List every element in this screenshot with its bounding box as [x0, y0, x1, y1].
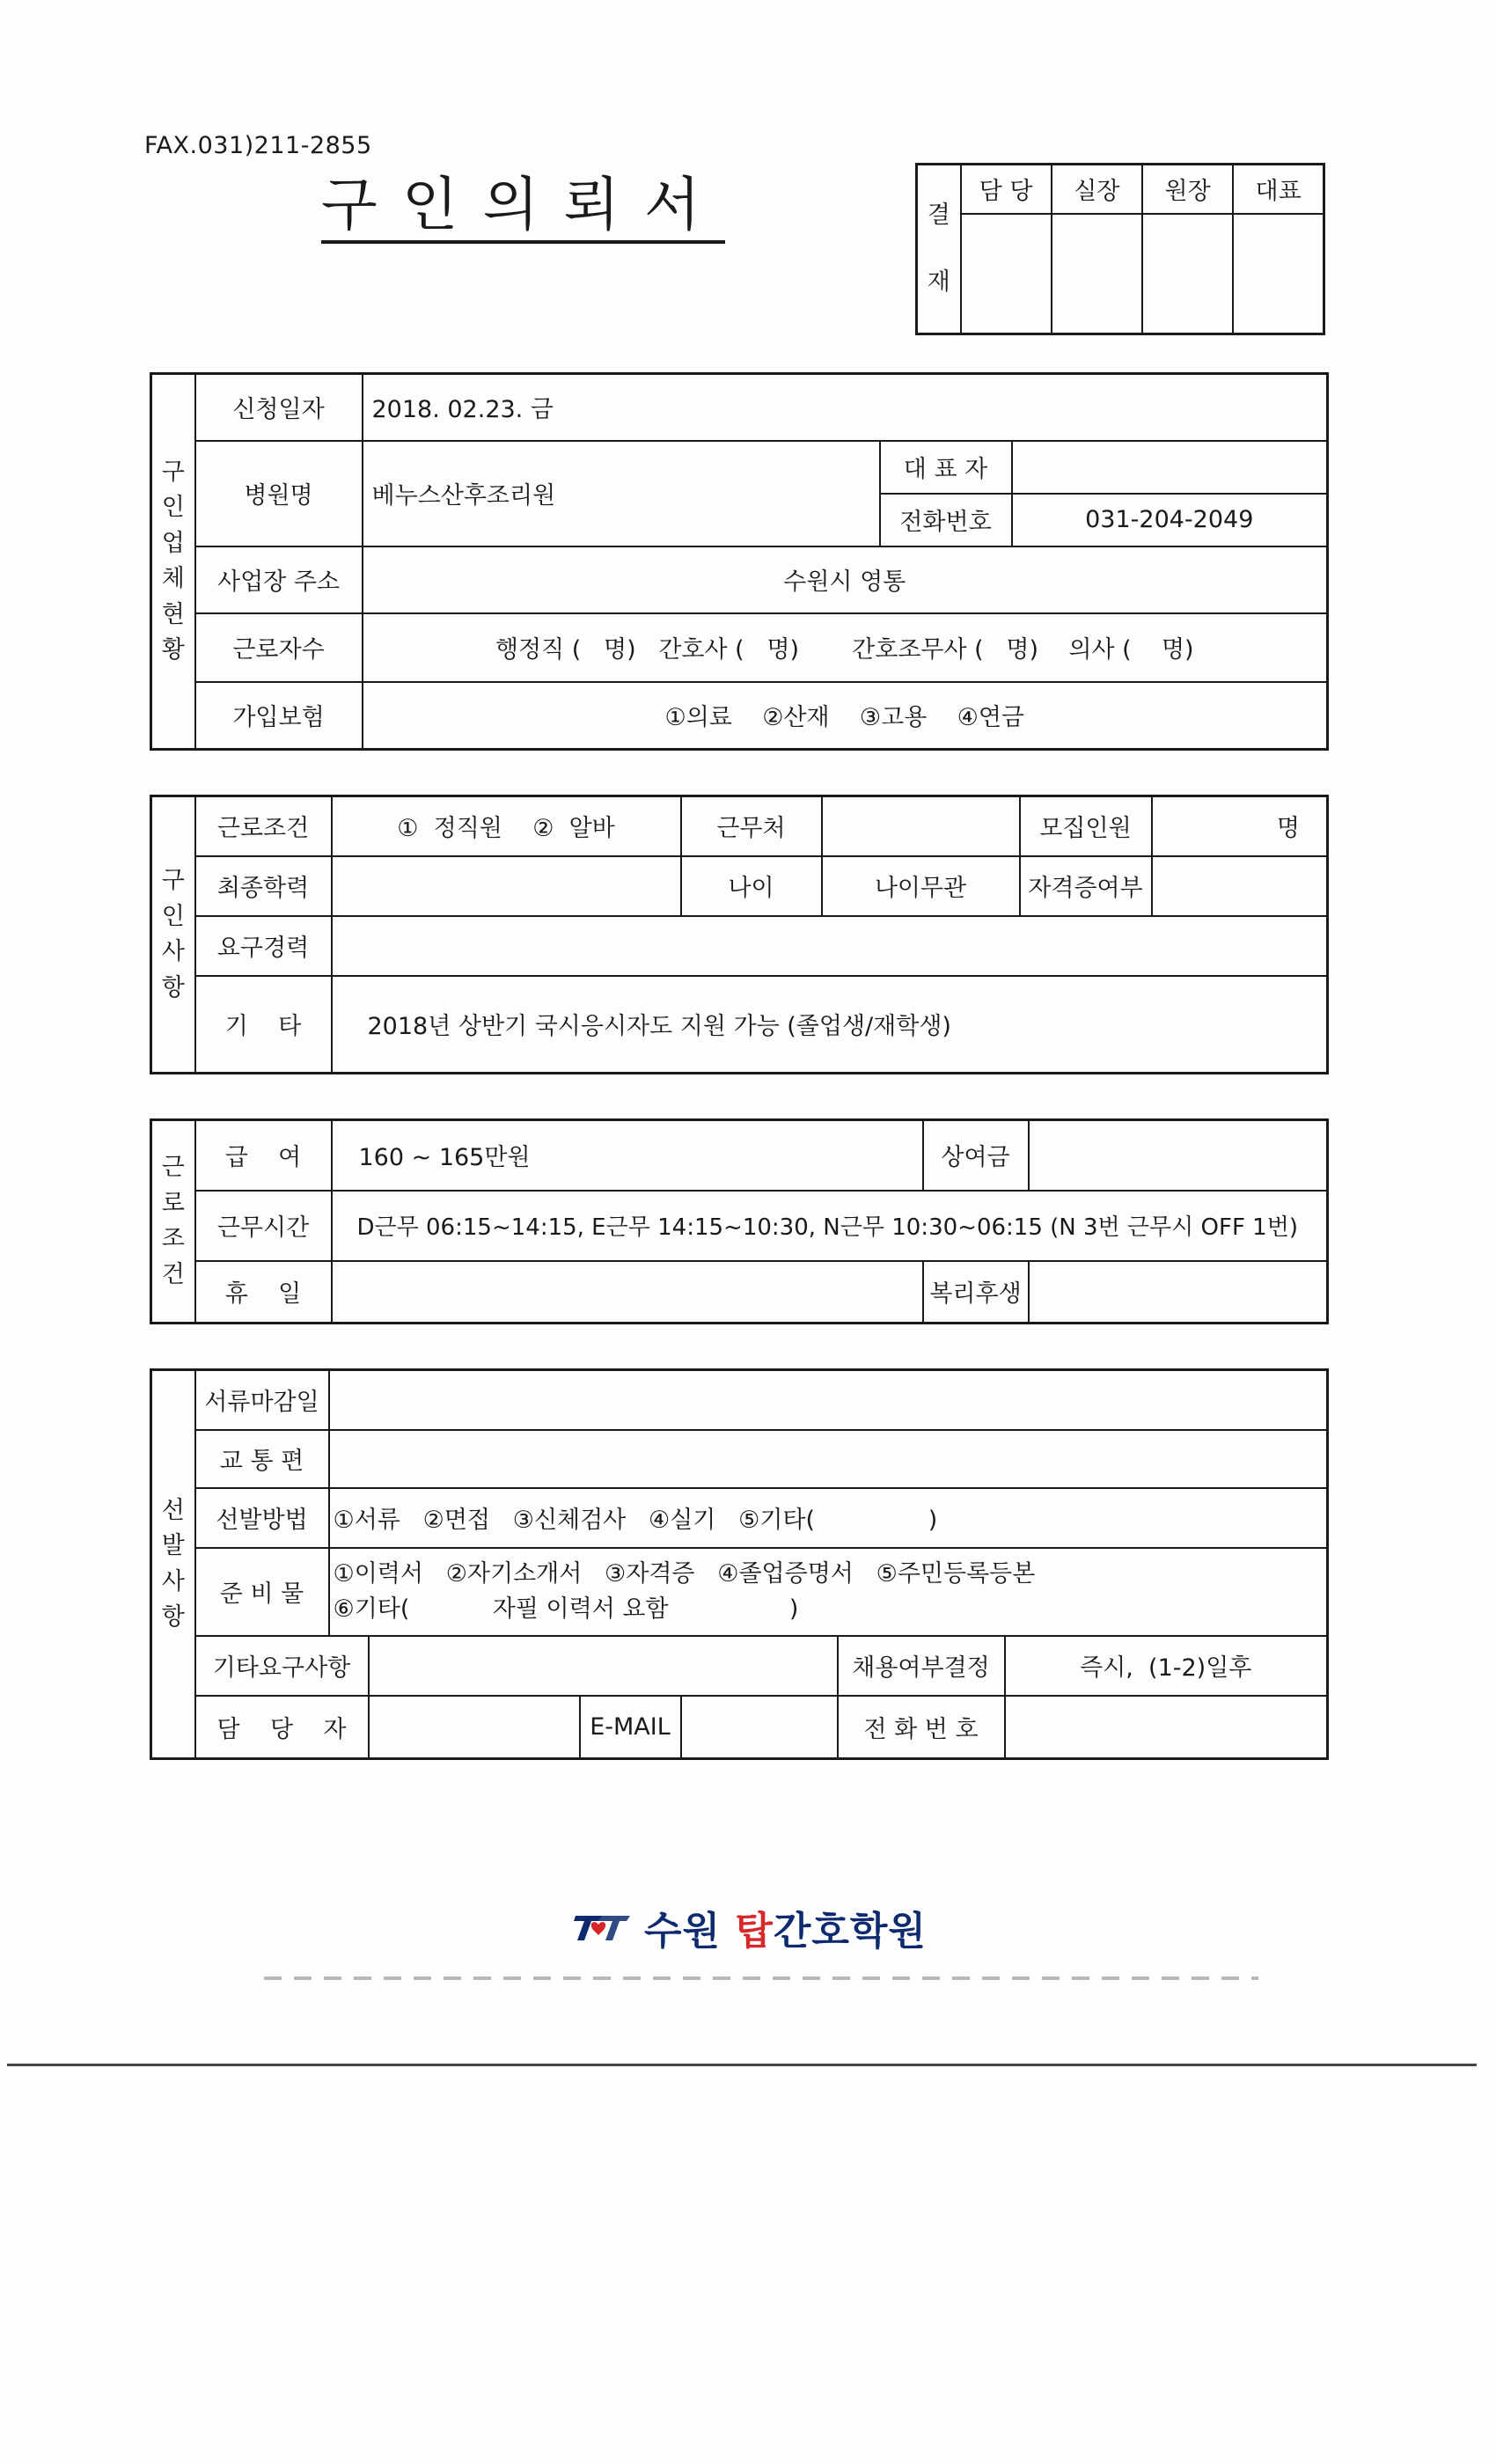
bonus-value[interactable]	[1029, 1120, 1328, 1191]
hospital-label: 병원명	[195, 441, 363, 546]
workers-value[interactable]: 행정직 ( 명) 간호사 ( 명) 간호조무사 ( 명) 의사 ( 명)	[363, 613, 1328, 682]
company-side-label: 구 인 업 체 현 황	[151, 374, 195, 750]
footer-address-cutoff	[264, 1976, 1258, 1980]
bonus-label: 상여금	[923, 1120, 1029, 1191]
fax-number: FAX.031)211-2855	[144, 132, 372, 159]
approval-col-chief: 실장	[1052, 165, 1142, 214]
manager-value[interactable]	[369, 1696, 580, 1759]
transport-value[interactable]	[329, 1430, 1328, 1488]
tel-label: 전 화 번 호	[838, 1696, 1005, 1759]
rep-label: 대 표 자	[880, 441, 1012, 494]
address-label: 사업장 주소	[195, 546, 363, 613]
academy-emblem-icon	[572, 1909, 634, 1946]
apply-date-value[interactable]: 2018. 02.23. 금	[363, 374, 1328, 441]
select-section	[150, 1368, 1329, 1760]
cond-label: 근로조건	[195, 796, 332, 856]
academy-logo	[572, 1899, 927, 1955]
email-label: E-MAIL	[580, 1696, 681, 1759]
approval-side-label: 결 재	[917, 165, 961, 334]
approval-sign-ceo[interactable]	[1233, 214, 1324, 334]
academy-name-part2: 간호학원	[773, 1909, 927, 1954]
etc-value[interactable]: 2018년 상반기 국시응시자도 지원 가능 (졸업생/재학생)	[332, 976, 1328, 1074]
address-value[interactable]: 수원시 영통	[363, 546, 1328, 613]
academy-name-part1: 수원	[644, 1909, 736, 1954]
docs-value[interactable]	[329, 1548, 1328, 1636]
approval-sign-chief[interactable]	[1052, 214, 1142, 334]
academy-name-red: 탑	[735, 1909, 774, 1954]
approval-sign-director[interactable]	[1142, 214, 1233, 334]
hours-value[interactable]: D근무 06:15~14:15, E근무 14:15~10:30, N근무 10:30~06:15 (N 3번 근무시 OFF 1번)	[332, 1191, 1328, 1261]
email-value[interactable]	[681, 1696, 838, 1759]
hospital-value[interactable]: 베누스산후조리원	[363, 441, 880, 546]
edu-value[interactable]	[332, 856, 681, 916]
company-section	[150, 372, 1329, 751]
phone-value[interactable]: 031-204-2049	[1012, 494, 1328, 546]
approval-col-manager: 담 당	[961, 165, 1052, 214]
other-value[interactable]	[369, 1636, 838, 1696]
holiday-value[interactable]	[332, 1261, 923, 1324]
phone-label: 전화번호	[880, 494, 1012, 546]
tel-value[interactable]	[1005, 1696, 1328, 1759]
recruit-label: 모집인원	[1020, 796, 1152, 856]
insurance-label: 가입보험	[195, 682, 363, 750]
job-side-label: 구 인 사 항	[151, 796, 195, 1074]
transport-label: 교 통 편	[195, 1430, 329, 1488]
method-label: 선발방법	[195, 1488, 329, 1548]
job-section	[150, 795, 1329, 1074]
hours-label: 근무시간	[195, 1191, 332, 1261]
deadline-label: 서류마감일	[195, 1370, 329, 1430]
method-value[interactable]: ①서류 ②면접 ③신체검사 ④실기 ⑤기타( )	[329, 1488, 1328, 1548]
decision-value[interactable]: 즉시, (1-2)일후	[1005, 1636, 1328, 1696]
cond-value[interactable]: ① 정직원 ② 알바	[332, 796, 681, 856]
academy-name	[644, 1899, 927, 1955]
docs-label: 준 비 물	[195, 1548, 329, 1636]
approval-col-director: 원장	[1142, 165, 1233, 214]
salary-value[interactable]: 160 ~ 165만원	[332, 1120, 923, 1191]
license-value[interactable]	[1152, 856, 1328, 916]
other-label: 기타요구사항	[195, 1636, 369, 1696]
rep-value[interactable]	[1012, 441, 1328, 494]
holiday-label: 휴 일	[195, 1261, 332, 1324]
license-label: 자격증여부	[1020, 856, 1152, 916]
recruit-value[interactable]: 명	[1152, 796, 1328, 856]
work-section	[150, 1118, 1329, 1324]
approval-box	[915, 163, 1325, 335]
approval-col-ceo: 대표	[1233, 165, 1324, 214]
career-value[interactable]	[332, 916, 1328, 976]
age-label: 나이	[681, 856, 822, 916]
decision-label: 채용여부결정	[838, 1636, 1005, 1696]
insurance-value[interactable]: ①의료 ②산재 ③고용 ④연금	[363, 682, 1328, 750]
select-side-label: 선 발 사 항	[151, 1370, 195, 1759]
apply-date-label: 신청일자	[195, 374, 363, 441]
age-value[interactable]: 나이무관	[822, 856, 1020, 916]
workers-label: 근로자수	[195, 613, 363, 682]
docs-line-2: ⑥기타( 자필 이력서 요함 )	[333, 1595, 799, 1623]
welfare-value[interactable]	[1029, 1261, 1328, 1324]
page-bottom-rule	[7, 2064, 1477, 2066]
page-title: 구인의뢰서	[321, 172, 725, 244]
workplace-label: 근무처	[681, 796, 822, 856]
career-label: 요구경력	[195, 916, 332, 976]
etc-label: 기 타	[195, 976, 332, 1074]
work-side-label: 근 로 조 건	[151, 1120, 195, 1324]
welfare-label: 복리후생	[923, 1261, 1029, 1324]
salary-label: 급 여	[195, 1120, 332, 1191]
edu-label: 최종학력	[195, 856, 332, 916]
workplace-value[interactable]	[822, 796, 1020, 856]
deadline-value[interactable]	[329, 1370, 1328, 1430]
docs-line-1: ①이력서 ②자기소개서 ③자격증 ④졸업증명서 ⑤주민등록등본	[333, 1560, 1036, 1588]
approval-sign-manager[interactable]	[961, 214, 1052, 334]
manager-label: 담 당 자	[195, 1696, 369, 1759]
